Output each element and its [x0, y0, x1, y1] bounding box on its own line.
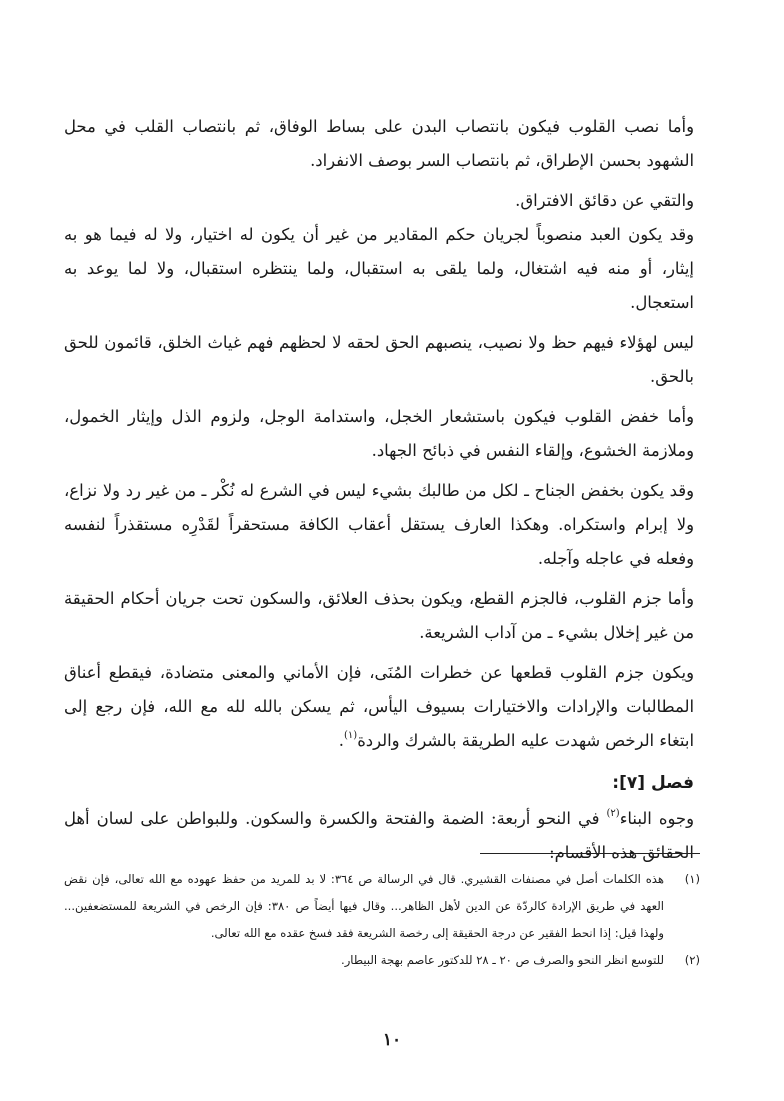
footnotes: [64, 866, 700, 974]
footnote-2: [64, 947, 700, 974]
footnote-number-1: (١): [684, 872, 700, 886]
paragraph-9-rest: في النحو أربعة: الضمة والفتحة والكسرة والسكون. وللبواطن على لسان أهل الحقائق هذه الأقسام:: [64, 809, 694, 862]
paragraph-1: وأما نصب القلوب فيكون بانتصاب البدن على بساط الوفاق، ثم بانتصاب القلب في محل الشهود بحسن الإطراق، ثم بانتصاب السر بوصف الانفراد.: [64, 117, 694, 170]
paragraph-9: [64, 802, 694, 870]
paragraph-8: [64, 656, 694, 758]
section-title: فصل [٧]:: [612, 773, 694, 793]
paragraph-3: وقد يكون العبد منصوباً لجريان حكم المقادير من غير أن يكون له اختيار، ولا له فيما هو به إيثار، أو منه فيه اشتغال، ولما يلقى به استقبال، ولما ينتظره استقبال، ولا لما يوعد به استعجال.: [64, 225, 694, 312]
paragraph-7: وأما جزم القلوب، فالجزم القطع، ويكون بحذف العلائق، والسكون تحت جريان أحكام الحقيقة من غير إخلال بشيء ـ من آداب الشريعة.: [64, 589, 694, 642]
main-text: [64, 110, 694, 876]
paragraph-6: وقد يكون بخفض الجناح ـ لكل من طالبك بشيء ليس في الشرع له نُكْر ـ من غير رد ولا نزاع، ولا إبرام واستكراه. وهكذا العارف يستقل أعقاب الكافة مستحقراً لقَدْرِه مستقذراً لنفسه وفعله في عاجله وآجله.: [64, 481, 694, 568]
footnote-ref-1[interactable]: (١): [344, 730, 358, 741]
footnote-text-1: هذه الكلمات أصل في مصنفات القشيري. قال في الرسالة ص ٣٦٤: لا بد للمريد من حفظ عهوده مع الله تعالى، فإن نقض العهد في طريق الإرادة كالردّة عن الدين لأهل الظاهر... وقال فيها أيضاً ص ٣٨٠: فإن الرخص في الشريعة للمستضعفين... ولهذا قيل: إذا انحط الفقير عن درجة الحقيقة إلى رخصة الشريعة فقد فسخ عقده مع الله تعالى.: [64, 872, 664, 940]
paragraph-2: والتقي عن دقائق الافتراق.: [515, 191, 694, 210]
footnote-text-2: للتوسع انظر النحو والصرف ص ٢٠ ـ ٢٨ للدكتور عاصم بهجة البيطار.: [341, 953, 664, 967]
footnote-divider: [480, 853, 700, 854]
paragraph-8-end: .: [338, 731, 345, 750]
footnote-number-2: (٢): [684, 953, 700, 967]
footnote-ref-2[interactable]: (٢): [606, 808, 620, 819]
footnote-1: [64, 866, 700, 947]
paragraph-4: ليس لهؤلاء فيهم حظ ولا نصيب، ينصبهم الحق لحقه لا لحظهم فهم غياث الخلق، قائمون للحق بالحق.: [64, 333, 694, 386]
paragraph-5: وأما خفض القلوب فيكون باستشعار الخجل، واستدامة الوجل، ولزوم الذل وإيثار الخمول، وملازمة الخشوع، وإلقاء النفس في ذبائح الجهاد.: [64, 407, 694, 460]
paragraph-8-text: ويكون جزم القلوب قطعها عن خطرات المُنَى، فإن الأماني والمعنى متضادة، فيقطع أعناق المطالبات والإرادات والاختيارات بسيوف اليأس، ثم يسكن بالله لله مع الله، فإن رجع إلى ابتغاء الرخص شهدت عليه الطريقة بالشرك والردة: [64, 663, 694, 750]
paragraph-9-start: وجوه البناء: [619, 809, 694, 828]
page-number: ١٠: [382, 1030, 402, 1050]
